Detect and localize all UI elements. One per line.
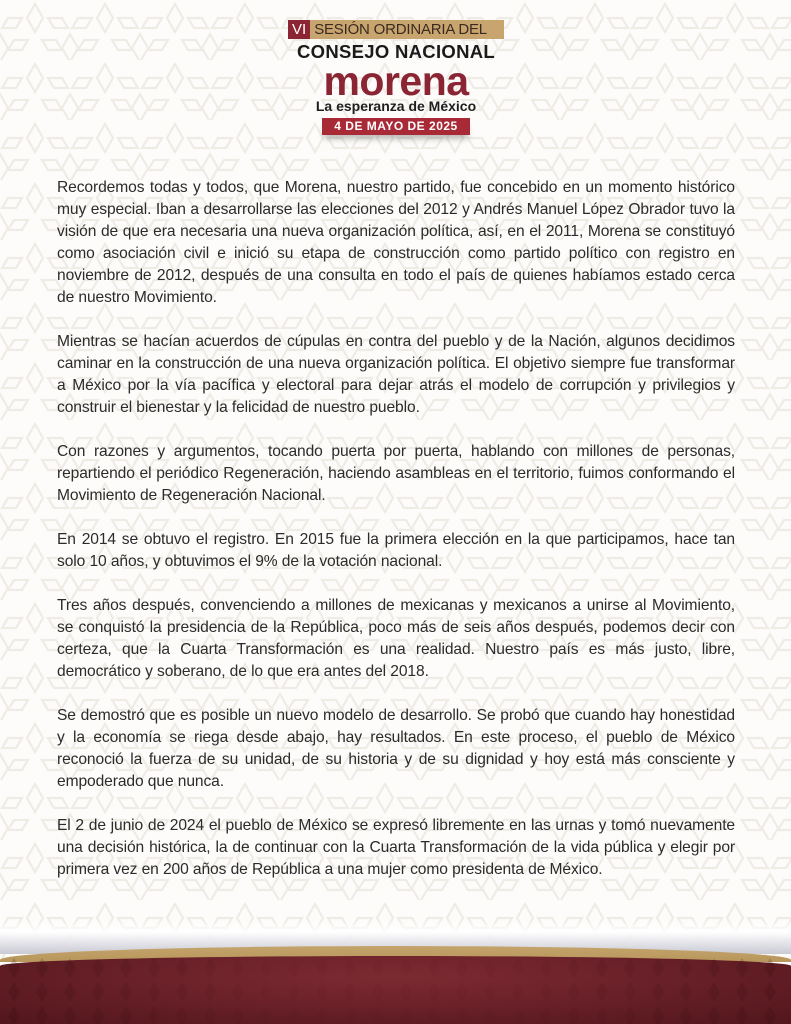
paragraph: Con razones y argumentos, tocando puerta por puerta, hablando con millones de personas, repartiendo el periódico Regeneración, haciendo asambleas en el territorio, fuimos conformando el Movimiento de Regeneración Nacional. (57, 443, 735, 504)
paragraph: En 2014 se obtuvo el registro. En 2015 fue la primera elección en la que participamos, hace tan solo 10 años, y obtuvimos el 9% de la votación nacional. (57, 531, 735, 570)
document-body (57, 177, 735, 903)
event-date-badge: 4 DE MAYO DE 2025 (322, 118, 469, 135)
event-header-logo (286, 20, 506, 135)
session-number: VI (288, 20, 310, 39)
paragraph: Tres años después, convenciendo a millones de mexicanas y mexicanos a unirse al Movimiento, se conquistó la presidencia de la República, poco más de seis años después, podemos decir con certeza, que la Cuarta Transformación es una realidad. Nuestro país es más justo, libre, democrático y soberano, de lo que era antes del 2018. (57, 597, 735, 680)
session-banner (288, 20, 504, 39)
paragraph: El 2 de junio de 2024 el pueblo de México se expresó libremente en las urnas y tomó nuevamente una decisión histórica, la de continuar con la Cuarta Transformación de la vida pública y elegir por primera vez en 200 años de República a una mujer como presidenta de México. (57, 817, 735, 878)
footer-diamond-pattern (0, 956, 791, 1024)
footer-band (0, 920, 791, 1024)
paragraph: Recordemos todas y todos, que Morena, nuestro partido, fue concebido en un momento histórico muy especial. Iban a desarrollarse las elecciones del 2012 y Andrés Manuel López Obrador tuvo la visión de que era necesaria una nueva organización política, así, en el 2011, Morena se constituyó como asociación civil e inició su etapa de construcción como partido político con registro en noviembre de 2012, después de una consulta en todo el país de quienes habíamos estado cerca de nuestro Movimiento. (57, 179, 735, 306)
paragraph: Se demostró que es posible un nuevo modelo de desarrollo. Se probó que cuando hay honestidad y la economía se riega desde abajo, hay resultados. En este proceso, el pueblo de México reconoció la fuerza de su unidad, de su historia y de su dignidad y hoy está más consciente y empoderado que nunca. (57, 707, 735, 790)
council-title: CONSEJO NACIONAL (296, 41, 496, 62)
session-title: SESIÓN ORDINARIA DEL (310, 20, 504, 39)
paragraph: Mientras se hacían acuerdos de cúpulas en contra del pueblo y de la Nación, algunos decidimos caminar en la construcción de una nueva organización política. El objetivo siempre fue transformar a México por la vía pacífica y electoral para dejar atrás el modelo de corrupción y privilegios y construir el bienestar y la felicidad de nuestro pueblo. (57, 333, 735, 416)
party-slogan: La esperanza de México (315, 98, 477, 115)
party-logo-text: morena (323, 57, 469, 104)
